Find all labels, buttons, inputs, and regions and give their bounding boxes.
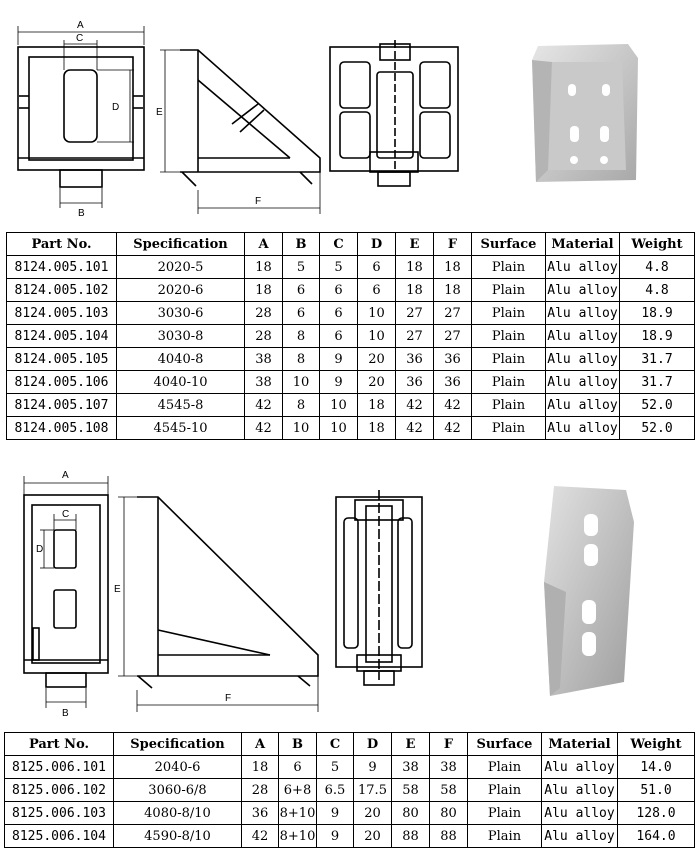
cell-specification: 4545-10 (117, 417, 245, 440)
cell-weight: 52.0 (620, 417, 695, 440)
cell-c: 10 (320, 417, 358, 440)
spec-table-8125 (4, 732, 695, 848)
cell-e: 38 (392, 756, 430, 779)
cell-material: Alu alloy (542, 825, 618, 848)
cell-e: 27 (396, 302, 434, 325)
cell-f: 36 (434, 371, 472, 394)
dim-label-c: C (76, 33, 84, 44)
cell-material: Alu alloy (546, 302, 620, 325)
col-c: C (317, 733, 354, 756)
cell-d: 17.5 (354, 779, 392, 802)
dim-label-c-2: C (62, 509, 70, 520)
cell-f: 42 (434, 417, 472, 440)
cell-part-no: 8124.005.102 (7, 279, 117, 302)
cell-surface: Plain (472, 256, 546, 279)
table-row (7, 394, 695, 417)
cell-c: 5 (317, 756, 354, 779)
dim-label-a-2: A (62, 470, 69, 481)
cell-f: 42 (434, 394, 472, 417)
cell-part-no: 8124.005.105 (7, 348, 117, 371)
table1-body (7, 256, 695, 440)
cell-weight: 14.0 (618, 756, 695, 779)
cell-c: 6.5 (317, 779, 354, 802)
cell-d: 20 (354, 802, 392, 825)
table-row (7, 325, 695, 348)
cell-a: 38 (245, 371, 283, 394)
cell-part-no: 8125.006.102 (5, 779, 114, 802)
dim-label-e-2: E (114, 584, 121, 595)
cell-e: 42 (396, 417, 434, 440)
cell-specification: 2020-6 (117, 279, 245, 302)
cell-specification: 4040-8 (117, 348, 245, 371)
cell-e: 18 (396, 279, 434, 302)
table2-body (5, 756, 695, 848)
col-part-no: Part No. (5, 733, 114, 756)
cell-b: 8 (283, 394, 320, 417)
dim-label-a: A (77, 20, 84, 31)
table-row (7, 256, 695, 279)
cell-f: 80 (430, 802, 468, 825)
top-front-view (18, 47, 144, 187)
cell-specification: 4080-8/10 (114, 802, 242, 825)
cell-part-no: 8124.005.104 (7, 325, 117, 348)
cell-weight: 18.9 (620, 325, 695, 348)
cell-b: 6 (279, 756, 317, 779)
table-row (7, 348, 695, 371)
cell-surface: Plain (468, 802, 542, 825)
cell-f: 58 (430, 779, 468, 802)
col-material: Material (546, 233, 620, 256)
dim-label-b-2: B (62, 708, 69, 719)
cell-material: Alu alloy (542, 802, 618, 825)
cell-weight: 128.0 (618, 802, 695, 825)
cell-specification: 4040-10 (117, 371, 245, 394)
cell-weight: 4.8 (620, 279, 695, 302)
cell-specification: 4545-8 (117, 394, 245, 417)
cell-f: 18 (434, 279, 472, 302)
cell-d: 10 (358, 325, 396, 348)
cell-part-no: 8124.005.106 (7, 371, 117, 394)
cell-surface: Plain (468, 825, 542, 848)
col-specification: Specification (117, 233, 245, 256)
cell-specification: 3030-6 (117, 302, 245, 325)
col-d: D (358, 233, 396, 256)
cell-surface: Plain (472, 325, 546, 348)
cell-a: 18 (245, 256, 283, 279)
cell-surface: Plain (472, 348, 546, 371)
cell-d: 6 (358, 256, 396, 279)
cell-c: 6 (320, 302, 358, 325)
cell-specification: 3030-8 (117, 325, 245, 348)
col-c: C (320, 233, 358, 256)
col-f: F (434, 233, 472, 256)
cell-a: 28 (245, 302, 283, 325)
cell-material: Alu alloy (542, 756, 618, 779)
spec-table-8124 (6, 232, 695, 440)
cell-part-no: 8125.006.101 (5, 756, 114, 779)
cell-c: 9 (317, 802, 354, 825)
cell-f: 18 (434, 256, 472, 279)
col-part-no: Part No. (7, 233, 117, 256)
dim-label-f: F (255, 196, 262, 207)
cell-d: 18 (358, 394, 396, 417)
table-row (5, 756, 695, 779)
table-row (7, 417, 695, 440)
cell-c: 10 (320, 394, 358, 417)
cell-e: 36 (396, 371, 434, 394)
cell-specification: 4590-8/10 (114, 825, 242, 848)
cell-a: 42 (245, 394, 283, 417)
cell-e: 80 (392, 802, 430, 825)
cell-c: 9 (317, 825, 354, 848)
bracket-photo-small (528, 40, 644, 186)
cell-part-no: 8124.005.101 (7, 256, 117, 279)
cell-f: 38 (430, 756, 468, 779)
cell-c: 9 (320, 348, 358, 371)
cell-c: 5 (320, 256, 358, 279)
cell-a: 28 (245, 325, 283, 348)
table-header-row (7, 233, 695, 256)
dim-label-b: B (78, 208, 85, 219)
cell-material: Alu alloy (546, 394, 620, 417)
cell-material: Alu alloy (546, 325, 620, 348)
cell-b: 5 (283, 256, 320, 279)
cell-c: 6 (320, 279, 358, 302)
cell-f: 88 (430, 825, 468, 848)
cell-specification: 2040-6 (114, 756, 242, 779)
table-row (5, 825, 695, 848)
cell-d: 18 (358, 417, 396, 440)
col-e: E (392, 733, 430, 756)
top-side-view (180, 50, 320, 186)
col-e: E (396, 233, 434, 256)
cell-b: 6+8 (279, 779, 317, 802)
cell-part-no: 8125.006.103 (5, 802, 114, 825)
table-row (7, 279, 695, 302)
cell-e: 36 (396, 348, 434, 371)
cell-part-no: 8124.005.107 (7, 394, 117, 417)
bracket-photo-large (536, 482, 640, 698)
cell-material: Alu alloy (542, 779, 618, 802)
cell-specification: 2020-5 (117, 256, 245, 279)
cell-material: Alu alloy (546, 417, 620, 440)
cell-weight: 164.0 (618, 825, 695, 848)
table-row (5, 802, 695, 825)
cell-b: 8 (283, 325, 320, 348)
cell-surface: Plain (472, 279, 546, 302)
cell-weight: 18.9 (620, 302, 695, 325)
table-header-row (5, 733, 695, 756)
bottom-front-view (24, 495, 108, 687)
cell-a: 18 (245, 279, 283, 302)
table-row (7, 371, 695, 394)
col-weight: Weight (620, 233, 695, 256)
cell-e: 18 (396, 256, 434, 279)
cell-b: 10 (283, 371, 320, 394)
dim-label-e: E (156, 107, 163, 118)
cell-material: Alu alloy (546, 348, 620, 371)
cell-surface: Plain (468, 779, 542, 802)
cell-weight: 31.7 (620, 348, 695, 371)
cell-d: 9 (354, 756, 392, 779)
cell-a: 38 (245, 348, 283, 371)
cell-a: 18 (242, 756, 279, 779)
cell-material: Alu alloy (546, 371, 620, 394)
col-surface: Surface (472, 233, 546, 256)
cell-b: 8 (283, 348, 320, 371)
cell-a: 28 (242, 779, 279, 802)
cell-a: 42 (245, 417, 283, 440)
col-specification: Specification (114, 733, 242, 756)
bottom-side-view (137, 497, 318, 688)
dim-label-d: D (112, 102, 120, 113)
cell-a: 42 (242, 825, 279, 848)
dim-label-f-2: F (225, 693, 232, 704)
col-weight: Weight (618, 733, 695, 756)
col-d: D (354, 733, 392, 756)
cell-d: 20 (358, 371, 396, 394)
cell-c: 9 (320, 371, 358, 394)
cell-weight: 52.0 (620, 394, 695, 417)
cell-c: 6 (320, 325, 358, 348)
cell-e: 42 (396, 394, 434, 417)
col-b: B (283, 233, 320, 256)
cell-specification: 3060-6/8 (114, 779, 242, 802)
cell-b: 6 (283, 302, 320, 325)
cell-material: Alu alloy (546, 256, 620, 279)
col-surface: Surface (468, 733, 542, 756)
cell-d: 20 (354, 825, 392, 848)
cell-material: Alu alloy (546, 279, 620, 302)
cell-b: 8+10 (279, 825, 317, 848)
cell-d: 20 (358, 348, 396, 371)
cell-e: 58 (392, 779, 430, 802)
col-material: Material (542, 733, 618, 756)
col-f: F (430, 733, 468, 756)
cell-a: 36 (242, 802, 279, 825)
cell-part-no: 8124.005.108 (7, 417, 117, 440)
col-a: A (242, 733, 279, 756)
cell-surface: Plain (472, 417, 546, 440)
cell-surface: Plain (468, 756, 542, 779)
cell-f: 36 (434, 348, 472, 371)
col-b: B (279, 733, 317, 756)
cell-weight: 4.8 (620, 256, 695, 279)
dim-label-d-2: D (36, 544, 44, 555)
cell-part-no: 8124.005.103 (7, 302, 117, 325)
cell-b: 10 (283, 417, 320, 440)
cell-weight: 51.0 (618, 779, 695, 802)
cell-weight: 31.7 (620, 371, 695, 394)
bottom-back-view (336, 490, 422, 685)
cell-part-no: 8125.006.104 (5, 825, 114, 848)
cell-b: 8+10 (279, 802, 317, 825)
table-row (5, 779, 695, 802)
cell-surface: Plain (472, 394, 546, 417)
col-a: A (245, 233, 283, 256)
cell-f: 27 (434, 325, 472, 348)
cell-e: 27 (396, 325, 434, 348)
cell-surface: Plain (472, 371, 546, 394)
cell-d: 10 (358, 302, 396, 325)
cell-surface: Plain (472, 302, 546, 325)
cell-b: 6 (283, 279, 320, 302)
top-back-view (330, 40, 458, 186)
cell-d: 6 (358, 279, 396, 302)
cell-f: 27 (434, 302, 472, 325)
table-row (7, 302, 695, 325)
cell-e: 88 (392, 825, 430, 848)
